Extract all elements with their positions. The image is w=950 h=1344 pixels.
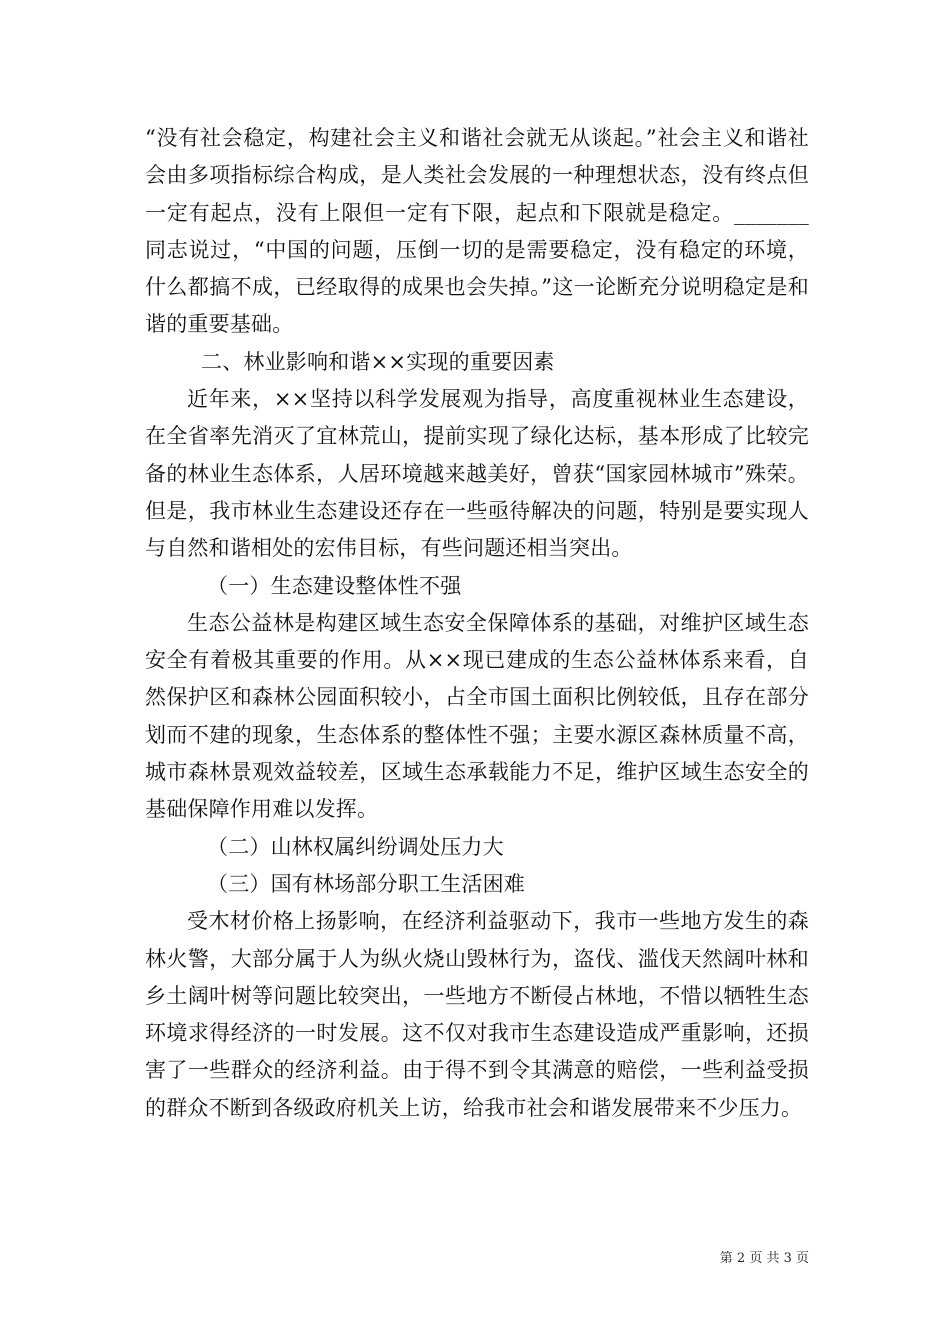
document-body: [145, 120, 809, 1127]
paragraph-timber-prices: 受木材价格上扬影响，在经济利益驱动下，我市一些地方发生的森林火警，大部分属于人为纵火烧山毁林行为，盗伐、滥伐天然阔叶林和乡土阔叶树等问题比较突出，一些地方不断侵占林地，不惜以牺牲生态环境求得经济的一时发展。这不仅对我市生态建设造成严重影响，还损害了一些群众的经济利益。由于得不到令其满意的赔偿，一些利益受损的群众不断到各级政府机关上访，给我市社会和谐发展带来不少压力。: [145, 909, 809, 1120]
page-number-footer: 第 2 页 共 3 页: [719, 1251, 809, 1266]
section-heading-forestry-factors: 二、林业影响和谐××实现的重要因素: [201, 349, 555, 374]
subheading-forest-farm-workers: （三）国有林场部分职工生活困难: [207, 871, 525, 896]
paragraph-stability-quote: “没有社会稳定，构建社会主义和谐社会就无从谈起。”社会主义和谐社会由多项指标综合构成，是人类社会发展的一种理想状态，没有终点但一定有起点，没有上限但一定有下限，起点和下限就是稳定。_______同志说过，“中国的问题，压倒一切的是需要稳定，没有稳定的环境，什么都搞不成，已经取得的成果也会失掉。”这一论断充分说明稳定是和谐的重要基础。: [145, 126, 809, 337]
paragraph-public-welfare-forest: 生态公益林是构建区域生态安全保障体系的基础，对维护区域生态安全有着极其重要的作用。从××现已建成的生态公益林体系来看，自然保护区和森林公园面积较小，占全市国土面积比例较低，且存在部分划而不建的现象，生态体系的整体性不强；主要水源区森林质量不高，城市森林景观效益较差，区域生态承载能力不足，维护区域生态安全的基础保障作用难以发挥。: [145, 610, 809, 822]
subheading-ecological-integrity: （一）生态建设整体性不强: [207, 573, 462, 598]
subheading-forest-ownership-disputes: （二）山林权属纠纷调处压力大: [207, 834, 504, 859]
paragraph-recent-years: 近年来，××坚持以科学发展观为指导，高度重视林业生态建设，在全省率先消灭了宜林荒山，提前实现了绿化达标，基本形成了比较完备的林业生态体系，人居环境越来越美好，曾获“国家园林城市”殊荣。但是，我市林业生态建设还存在一些亟待解决的问题，特别是要实现人与自然和谐相处的宏伟目标，有些问题还相当突出。: [145, 387, 809, 561]
